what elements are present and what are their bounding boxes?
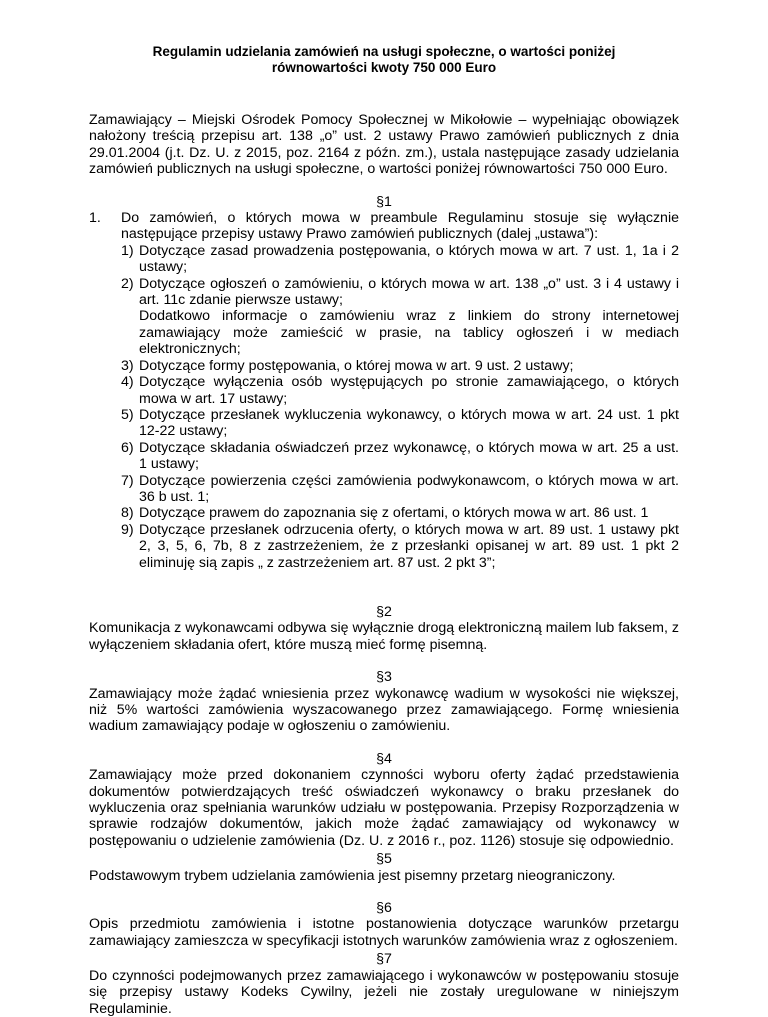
list-item bbox=[121, 440, 679, 473]
item-text: Dotyczące przesłanek odrzucenia oferty, o których mowa w art. 89 ust. 1 ustawy pkt 2, 3, 5, 6, 7b, 8 z zastrzeżeniem, że z przesłanki opisanej w art. 89 ust. 1 pkt 2 eliminuję sią zapis „ z zastrzeżeniem art. 87 ust. 2 pkt 3”; bbox=[139, 521, 679, 571]
list-item bbox=[121, 358, 679, 374]
item-number: 1) bbox=[121, 242, 134, 259]
section-5-text: Podstawowym trybem udzielania zamówienia jest pisemny przetarg nieograniczony. bbox=[89, 867, 616, 884]
item-text: Dotyczące przesłanek wykluczenia wykonawcy, o których mowa w art. 24 ust. 1 pkt 12-22 ustawy; bbox=[139, 406, 679, 440]
item-text: Dotyczące formy postępowania, o której mowa w art. 9 ust. 2 ustawy; bbox=[139, 357, 574, 374]
item-number: 4) bbox=[121, 374, 134, 391]
document-page bbox=[89, 44, 679, 1017]
item-number: 6) bbox=[121, 439, 134, 456]
point-text: Do zamówień, o których mowa w preambule Regulaminu stosuje się wyłącznie następujące przepisy ustawy Prawo zamówień publicznych (dalej „ustawa”): bbox=[121, 210, 679, 243]
section-4 bbox=[89, 751, 679, 849]
title-line-2: równowartości kwoty 750 000 Euro bbox=[271, 60, 497, 75]
section-1 bbox=[89, 194, 679, 571]
section-6 bbox=[89, 900, 679, 949]
provisions-list bbox=[121, 243, 679, 571]
item-text: Dotyczące wyłączenia osób występujących po stronie zamawiającego, o których mowa w art. 17 ustawy; bbox=[139, 374, 679, 407]
item-text: Dotyczące powierzenia części zamówienia podwykonawcom, o których mowa w art. 36 b ust. 1; bbox=[139, 472, 679, 505]
section-3-heading: §3 bbox=[376, 669, 392, 686]
list-item bbox=[121, 473, 679, 506]
section-3 bbox=[89, 669, 679, 735]
item-number: 3) bbox=[121, 357, 134, 374]
section-1-point bbox=[89, 210, 679, 571]
list-item bbox=[121, 522, 679, 571]
item-extra-text: Dodatkowo informacje o zamówieniu wraz z linkiem do strony internetowej zamawiający może zamieścić w prasie, na tablicy ogłoszeń i w mediach elektronicznych; bbox=[139, 308, 679, 358]
item-number: 5) bbox=[121, 406, 134, 423]
item-number: 8) bbox=[121, 505, 134, 522]
item-text: Dotyczące ogłoszeń o zamówieniu, o których mowa w art. 138 „o” ust. 3 i 4 ustawy i art. 11c zdanie pierwsze ustawy; bbox=[139, 275, 679, 309]
section-5 bbox=[89, 851, 679, 884]
section-2-text: Komunikacja z wykonawcami odbywa się wyłącznie drogą elektroniczną mailem lub faksem, z wyłączeniem składania ofert, które muszą mieć formę pisemną. bbox=[89, 620, 679, 653]
item-text: Dotyczące prawem do zapoznania się z ofertami, o których mowa w art. 86 ust. 1 bbox=[139, 505, 649, 522]
section-7-heading: §7 bbox=[376, 951, 392, 968]
section-5-heading: §5 bbox=[376, 851, 392, 868]
intro-paragraph: Zamawiający – Miejski Ośrodek Pomocy Społecznej w Mikołowie – wypełniając obowiązek nałożony treścią przepisu art. 138 „o” ust. 2 ustawy Prawo zamówień publicznych z dnia 29.01.2004 (j.t. Dz. U. z 2015, poz. 2164 z późn. zm.), ustala następujące zasady udzielania zamówień publicznych na usługi społeczne, o wartości poniżej równowartości 750 000 Euro. bbox=[89, 112, 679, 178]
section-4-text: Zamawiający może przed dokonaniem czynności wyboru oferty żądać przedstawienia dokumentów potwierdzających treść oświadczeń wykonawcy o braku przesłanek do wykluczenia oraz spełniania warunków udziału w postępowania. Przepisy Rozporządzenia w sprawie rodzajów dokumentów, jakich może żądać zamawiający od wykonawcy w postępowaniu o udzielenie zamówienia (Dz. U. z 2016 r., poz. 1126) stosuje się odpowiednio. bbox=[89, 767, 679, 849]
section-3-text: Zamawiający może żądać wniesienia przez wykonawcę wadium w wysokości nie większej, niż 5% wartości zamówienia wyszacowanego przez zamawiającego. Formę wniesienia wadium zamawiający podaje w ogłoszeniu o zamówieniu. bbox=[89, 685, 679, 735]
list-item bbox=[121, 407, 679, 440]
section-4-heading: §4 bbox=[376, 750, 392, 767]
item-number: 2) bbox=[121, 275, 134, 292]
title-line-1: Regulamin udzielania zamówień na usługi społeczne, o wartości poniżej bbox=[152, 44, 616, 59]
list-item bbox=[121, 276, 679, 358]
item-text: Dotyczące zasad prowadzenia postępowania, o których mowa w art. 7 ust. 1, 1a i 2 ustawy; bbox=[139, 242, 679, 276]
section-7-text: Do czynności podejmowanych przez zamawiającego i wykonawców w postępowaniu stosuje się przepisy ustawy Kodeks Cywilny, jeżeli nie zostały uregulowane w niniejszym Regulaminie. bbox=[89, 967, 679, 1017]
list-item bbox=[121, 374, 679, 407]
section-1-heading: §1 bbox=[376, 193, 392, 210]
section-2-heading: §2 bbox=[376, 603, 392, 620]
item-text: Dotyczące składania oświadczeń przez wykonawcę, o których mowa w art. 25 a ust. 1 ustawy; bbox=[139, 439, 679, 473]
item-number: 9) bbox=[121, 521, 134, 538]
point-number: 1. bbox=[89, 210, 101, 227]
section-6-heading: §6 bbox=[376, 900, 392, 917]
section-7 bbox=[89, 951, 679, 1017]
section-6-text: Opis przedmiotu zamówienia i istotne postanowienia dotyczące warunków przetargu zamawiający zamieszcza w specyfikacji istotnych warunków zamówienia wraz z ogłoszeniem. bbox=[89, 916, 679, 949]
document-title bbox=[89, 44, 679, 76]
list-item bbox=[121, 505, 679, 521]
item-number: 7) bbox=[121, 472, 134, 489]
list-item bbox=[121, 243, 679, 276]
section-2 bbox=[89, 604, 679, 653]
